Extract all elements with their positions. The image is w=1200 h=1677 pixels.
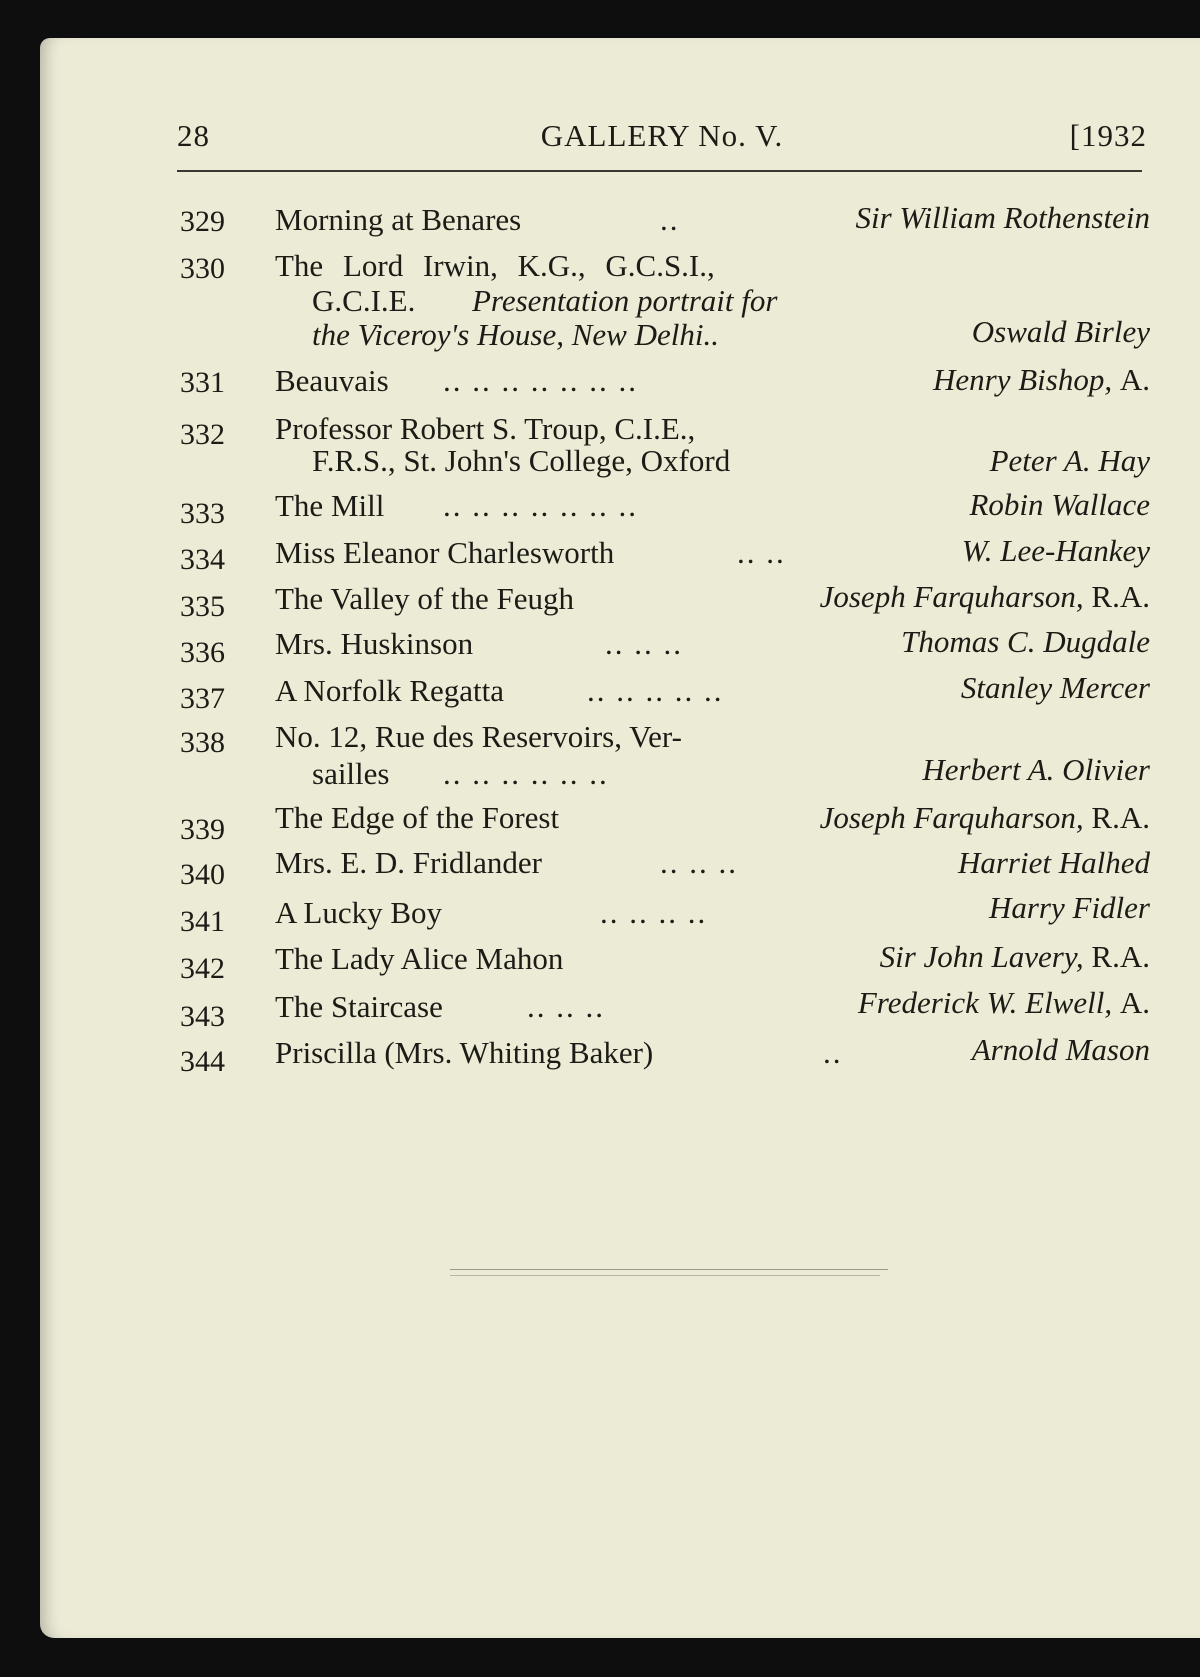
entry-title-line2: G.C.I.E. [312, 283, 416, 318]
entry-title: Mrs. E. D. Fridlander [275, 845, 542, 880]
entry-artist: Harriet Halhed [957, 845, 1150, 880]
entry-title-line2: sailles [312, 756, 390, 791]
entry-title: Mrs. Huskinson [275, 626, 474, 661]
entry-title-line2: F.R.S., St. John's College, Oxford [312, 443, 731, 478]
entry-title: The Lady Alice Mahon [275, 941, 564, 976]
entry-artist: Joseph Farquharson, R.A. [819, 800, 1150, 835]
entry-artist: Peter A. Hay [989, 443, 1150, 478]
section-divider [450, 1269, 888, 1270]
entry-title: A Lucky Boy [275, 895, 443, 930]
catalogue-year: [1932 [1069, 118, 1147, 153]
entry-title: Morning at Benares [275, 202, 522, 237]
entry-title: The Valley of the Feugh [275, 581, 575, 616]
leader-dots: .. .. .. .. .. .. [443, 756, 609, 791]
entry-artist: Sir John Lavery, R.A. [879, 939, 1150, 974]
entry-number: 334 [180, 543, 225, 576]
entry-number: 332 [180, 418, 225, 451]
leader-dots: .. .. [737, 535, 786, 570]
entry-artist: Stanley Mercer [960, 670, 1150, 705]
leader-dots: .. [660, 202, 680, 237]
entry-artist: Arnold Mason [971, 1032, 1150, 1067]
entry-number: 341 [180, 905, 225, 938]
leader-dots: .. .. .. .. [600, 895, 708, 930]
leader-dots: .. .. .. .. .. [587, 673, 724, 708]
leader-dots: .. .. .. [527, 989, 605, 1024]
entry-artist: Frederick W. Elwell, A. [857, 985, 1150, 1020]
entry-title: Priscilla (Mrs. Whiting Baker) [275, 1035, 654, 1070]
page-number: 28 [177, 118, 210, 153]
entry-artist: Henry Bishop, A. [933, 362, 1150, 397]
entry-number: 343 [180, 1000, 225, 1033]
entry-note: Presentation portrait for [472, 283, 778, 318]
entry-title: A Norfolk Regatta [275, 673, 505, 708]
entry-note-line2: the Viceroy's House, New Delhi.. [312, 317, 719, 352]
page-header [177, 118, 1147, 158]
entry-title: Miss Eleanor Charlesworth [275, 535, 615, 570]
leader-dots: .. .. .. [605, 626, 683, 661]
leader-dots: .. .. .. .. .. .. .. [443, 363, 638, 398]
entry-number: 336 [180, 636, 225, 669]
leader-dots: .. .. .. .. .. .. .. [443, 488, 638, 523]
entry-artist: Harry Fidler [988, 890, 1150, 925]
gallery-title: GALLERY No. V. [540, 118, 784, 153]
entry-title: The Staircase [275, 989, 443, 1024]
entry-number: 335 [180, 590, 225, 623]
leader-dots: .. [823, 1035, 843, 1070]
entry-number: 330 [180, 252, 225, 285]
entry-title: Beauvais [275, 363, 389, 398]
entry-artist: Robin Wallace [969, 487, 1150, 522]
entry-title: No. 12, Rue des Reservoirs, Ver- [275, 719, 682, 754]
entry-number: 337 [180, 682, 225, 715]
entry-title: The Lord Irwin, K.G., G.C.S.I., [275, 248, 715, 283]
entry-number: 333 [180, 497, 225, 530]
entry-number: 344 [180, 1045, 225, 1078]
section-divider-shadow [450, 1275, 880, 1276]
entry-number: 340 [180, 858, 225, 891]
entry-number: 339 [180, 813, 225, 846]
header-rule [177, 170, 1142, 172]
entry-artist: Oswald Birley [971, 314, 1150, 349]
entry-artist: W. Lee-Hankey [961, 533, 1150, 568]
entry-number: 342 [180, 952, 225, 985]
entry-number: 329 [180, 205, 225, 238]
entry-artist: Joseph Farquharson, R.A. [819, 579, 1150, 614]
entry-number: 338 [180, 726, 225, 759]
entry-number: 331 [180, 366, 225, 399]
entry-artist: Thomas C. Dugdale [901, 624, 1150, 659]
entry-title: Professor Robert S. Troup, C.I.E., [275, 411, 696, 446]
entry-artist: Sir William Rothenstein [855, 200, 1150, 235]
leader-dots: .. .. .. [660, 845, 738, 880]
entry-title: The Edge of the Forest [275, 800, 560, 835]
entry-title: The Mill [275, 488, 385, 523]
entry-artist: Herbert A. Olivier [922, 752, 1150, 787]
